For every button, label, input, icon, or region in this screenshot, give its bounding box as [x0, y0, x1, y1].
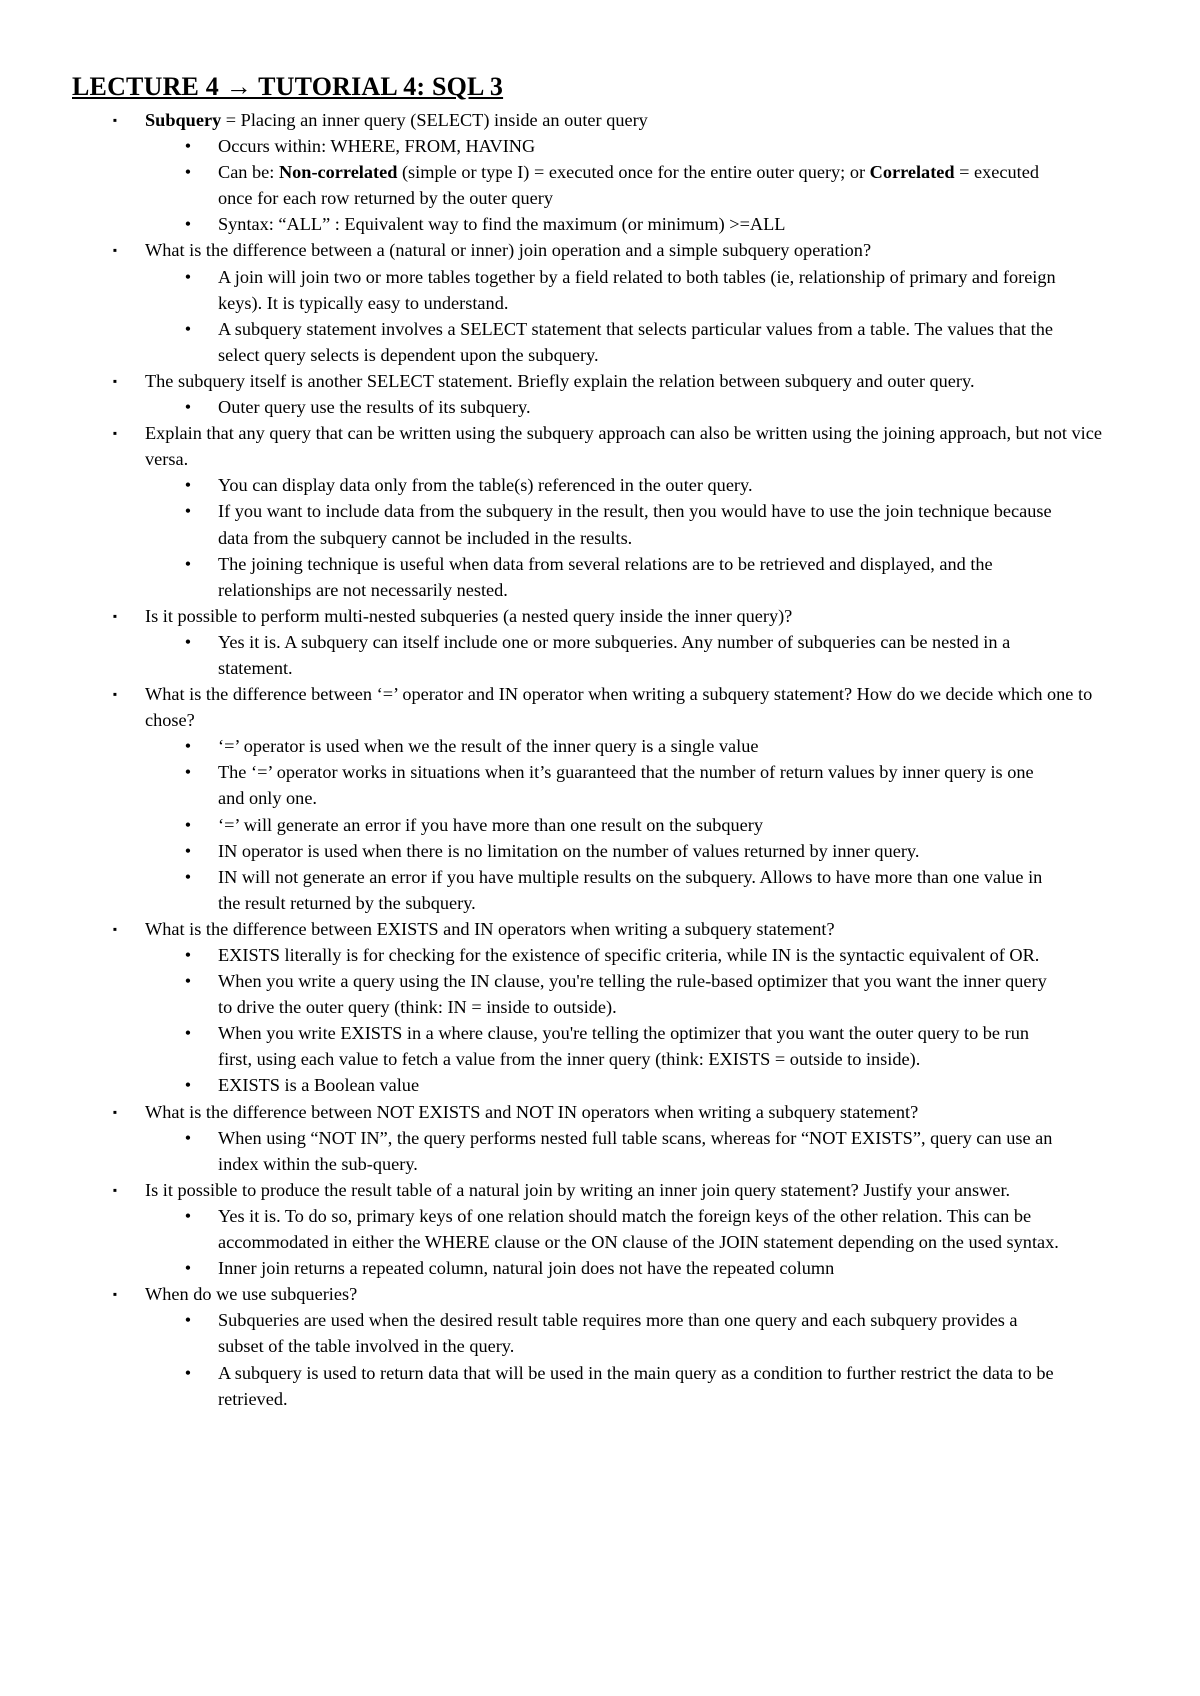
answer-item [0, 1203, 1130, 1255]
round-bullet-icon: • [184, 1362, 192, 1383]
round-bullet-icon: • [184, 136, 192, 157]
square-bullet-icon: ▪ [112, 921, 118, 936]
text-run: EXISTS is a Boolean value [218, 1075, 420, 1096]
text-run: A subquery is used to return data that will be used in the main query as a condition to further restrict the data to be retrieved. [218, 1362, 1054, 1409]
round-bullet-icon: • [184, 214, 192, 235]
text-run: Subqueries are used when the desired result table requires more than one query and each subquery provides a subset of the table involved in the query. [218, 1310, 1018, 1357]
text-run: Occurs within: WHERE, FROM, HAVING [218, 136, 536, 157]
text-run: EXISTS literally is for checking for the existence of specific criteria, while IN is the syntactic equivalent of OR. [218, 945, 1040, 965]
answer-list [145, 733, 1130, 916]
round-bullet-icon: • [184, 1127, 192, 1148]
text-run: The subquery itself is another SELECT statement. Briefly explain the relation between subquery and outer query. [145, 370, 975, 391]
round-bullet-icon: • [184, 266, 192, 287]
answer-item [0, 1307, 1130, 1359]
answer-item [0, 1072, 1130, 1098]
square-bullet-icon: ▪ [112, 687, 118, 702]
round-bullet-icon: • [184, 762, 192, 783]
answer-item [0, 264, 1130, 316]
round-bullet-icon: • [184, 736, 192, 757]
text-run: Yes it is. A subquery can itself include one or more subqueries. Any number of subqueries can be nested in a statement. [218, 631, 1011, 678]
answer-item [0, 942, 1130, 968]
round-bullet-icon: • [184, 1258, 192, 1279]
round-bullet-icon: • [184, 945, 192, 965]
round-bullet-icon: • [184, 866, 192, 887]
round-bullet-icon: • [184, 318, 192, 339]
question-text [145, 1180, 1010, 1200]
text-run: Inner join returns a repeated column, natural join does not have the repeated column [218, 1258, 835, 1279]
answer-item [0, 968, 1130, 1020]
text-run: What is the difference between ‘=’ operator and IN operator when writing a subquery statement? How do we decide which one to chose? [145, 684, 1093, 731]
answer-item [0, 498, 1130, 550]
round-bullet-icon: • [184, 840, 192, 861]
text-run: What is the difference between a (natural or inner) join operation and a simple subquery operation? [145, 240, 872, 261]
round-bullet-icon: • [184, 162, 192, 183]
round-bullet-icon: • [184, 814, 192, 835]
text-run: What is the difference between NOT EXISTS and NOT IN operators when writing a subquery statement? [145, 1101, 919, 1122]
text-run: ‘=’ will generate an error if you have more than one result on the subquery [218, 814, 764, 835]
question-item [0, 681, 1200, 916]
question-text [145, 1284, 357, 1304]
text-run: When do we use subqueries? [145, 1284, 358, 1305]
answer-item [0, 1360, 1130, 1412]
round-bullet-icon: • [184, 397, 192, 418]
answer-item [0, 629, 1130, 681]
round-bullet-icon: • [184, 1075, 192, 1096]
question-item [0, 107, 1200, 237]
square-bullet-icon: ▪ [112, 1182, 118, 1197]
answer-item [0, 394, 1130, 420]
round-bullet-icon: • [184, 971, 192, 992]
answer-list [145, 394, 1130, 420]
answer-item [0, 551, 1130, 603]
text-run: Outer query use the results of its subquery. [218, 397, 531, 418]
square-bullet-icon: ▪ [112, 243, 118, 258]
question-item [0, 1099, 1200, 1177]
round-bullet-icon: • [184, 1310, 192, 1331]
text-run: Is it possible to perform multi-nested subqueries (a nested query inside the inner query)? [145, 605, 793, 626]
text-run: A join will join two or more tables together by a field related to both tables (ie, relationship of primary and foreign keys). It is typically easy to understand. [218, 266, 1056, 313]
round-bullet-icon: • [184, 553, 192, 574]
answer-item [0, 838, 1130, 864]
text-run: When you write a query using the IN clause, you're telling the rule-based optimizer that you want the inner query to drive the outer query (think: IN = inside to outside). [218, 971, 1047, 1018]
round-bullet-icon: • [184, 475, 192, 496]
square-bullet-icon: ▪ [112, 1287, 118, 1302]
question-item [0, 603, 1200, 681]
answer-list [145, 1125, 1130, 1177]
answer-item [0, 316, 1130, 368]
question-text [145, 606, 792, 626]
answer-item [0, 864, 1130, 916]
question-text [145, 240, 871, 260]
answer-item [0, 1255, 1130, 1281]
text-run: The ‘=’ operator works in situations when it’s guaranteed that the number of return values by inner query is one and only one. [218, 762, 1034, 809]
notes-list [0, 107, 1200, 1412]
square-bullet-icon: ▪ [112, 1104, 118, 1119]
question-item [0, 237, 1200, 367]
bold-term: Correlated [869, 162, 955, 183]
answer-list [145, 629, 1130, 681]
text-run: Explain that any query that can be written using the subquery approach can also be written using the joining approach, but not vice versa. [145, 423, 1102, 470]
bold-term: Non-correlated [278, 162, 398, 183]
answer-item [0, 133, 1130, 159]
question-text [145, 919, 835, 939]
question-item [0, 1281, 1200, 1411]
answer-item [0, 759, 1130, 811]
text-run: Yes it is. To do so, primary keys of one relation should match the foreign keys of the other relation. This can be accommodated in either the WHERE clause or the ON clause of the JOIN statement depending on the used syntax. [218, 1205, 1059, 1253]
square-bullet-icon: ▪ [112, 608, 118, 623]
question-text [145, 423, 1102, 469]
question-item [0, 1177, 1200, 1281]
question-text [145, 371, 975, 391]
square-bullet-icon: ▪ [112, 113, 118, 127]
answer-list [145, 133, 1130, 237]
round-bullet-icon: • [184, 1023, 192, 1044]
answer-list [145, 942, 1130, 1099]
square-bullet-icon: ▪ [112, 373, 118, 388]
round-bullet-icon: • [184, 631, 192, 652]
question-text [145, 110, 648, 130]
round-bullet-icon: • [184, 501, 192, 522]
text-run: If you want to include data from the subquery in the result, then you would have to use the join technique because data from the subquery cannot be included in the results. [218, 501, 1052, 548]
question-text [145, 1102, 918, 1122]
answer-item [0, 1125, 1130, 1177]
answer-list [145, 472, 1130, 602]
text-run: A subquery statement involves a SELECT statement that selects particular values from a table. The values that the select query selects is dependent upon the subquery. [218, 318, 1053, 365]
answer-list [145, 1307, 1130, 1411]
square-bullet-icon: ▪ [112, 426, 118, 441]
text-run: Can be: [218, 162, 279, 183]
answer-item [0, 472, 1130, 498]
text-run: ‘=’ operator is used when we the result of the inner query is a single value [218, 736, 759, 757]
text-run: (simple or type I) = executed once for the entire outer query; or [397, 162, 870, 183]
answer-list [145, 264, 1130, 368]
text-run: Is it possible to produce the result table of a natural join by writing an inner join query statement? Justify your answer. [145, 1179, 1011, 1200]
page-title: LECTURE 4 → TUTORIAL 4: SQL 3 [72, 72, 504, 101]
question-item [0, 420, 1200, 603]
answer-item [0, 812, 1130, 838]
text-run: = executed once for each row returned by the outer query [218, 162, 1039, 209]
text-run: IN operator is used when there is no limitation on the number of values returned by inner query. [218, 840, 920, 861]
question-item [0, 916, 1200, 1099]
answer-item [0, 159, 1130, 211]
bold-term: Subquery [145, 110, 222, 130]
text-run: What is the difference between EXISTS and IN operators when writing a subquery statement? [145, 918, 835, 939]
question-item [0, 368, 1200, 420]
text-run: When using “NOT IN”, the query performs nested full table scans, whereas for “NOT EXISTS”, query can use an index within the sub-query. [218, 1127, 1053, 1174]
question-text [145, 684, 1092, 730]
text-run: When you write EXISTS in a where clause, you're telling the optimizer that you want the outer query to be run first, using each value to fetch a value from the inner query (think: EXISTS = outside to inside). [218, 1023, 1029, 1070]
answer-item [0, 1020, 1130, 1072]
text-run: Syntax: “ALL” : Equivalent way to find the maximum (or minimum) >=ALL [218, 214, 786, 235]
text-run: The joining technique is useful when data from several relations are to be retrieved and displayed, and the relationships are not necessarily nested. [218, 553, 993, 600]
answer-item [0, 211, 1130, 237]
text-run: = Placing an inner query (SELECT) inside an outer query [221, 110, 648, 130]
answer-list [145, 1203, 1130, 1281]
text-run: IN will not generate an error if you have multiple results on the subquery. Allows to have more than one value in the result returned by the subquery. [218, 866, 1043, 913]
text-run: You can display data only from the table(s) referenced in the outer query. [218, 475, 753, 496]
answer-item [0, 733, 1130, 759]
round-bullet-icon: • [184, 1205, 192, 1226]
